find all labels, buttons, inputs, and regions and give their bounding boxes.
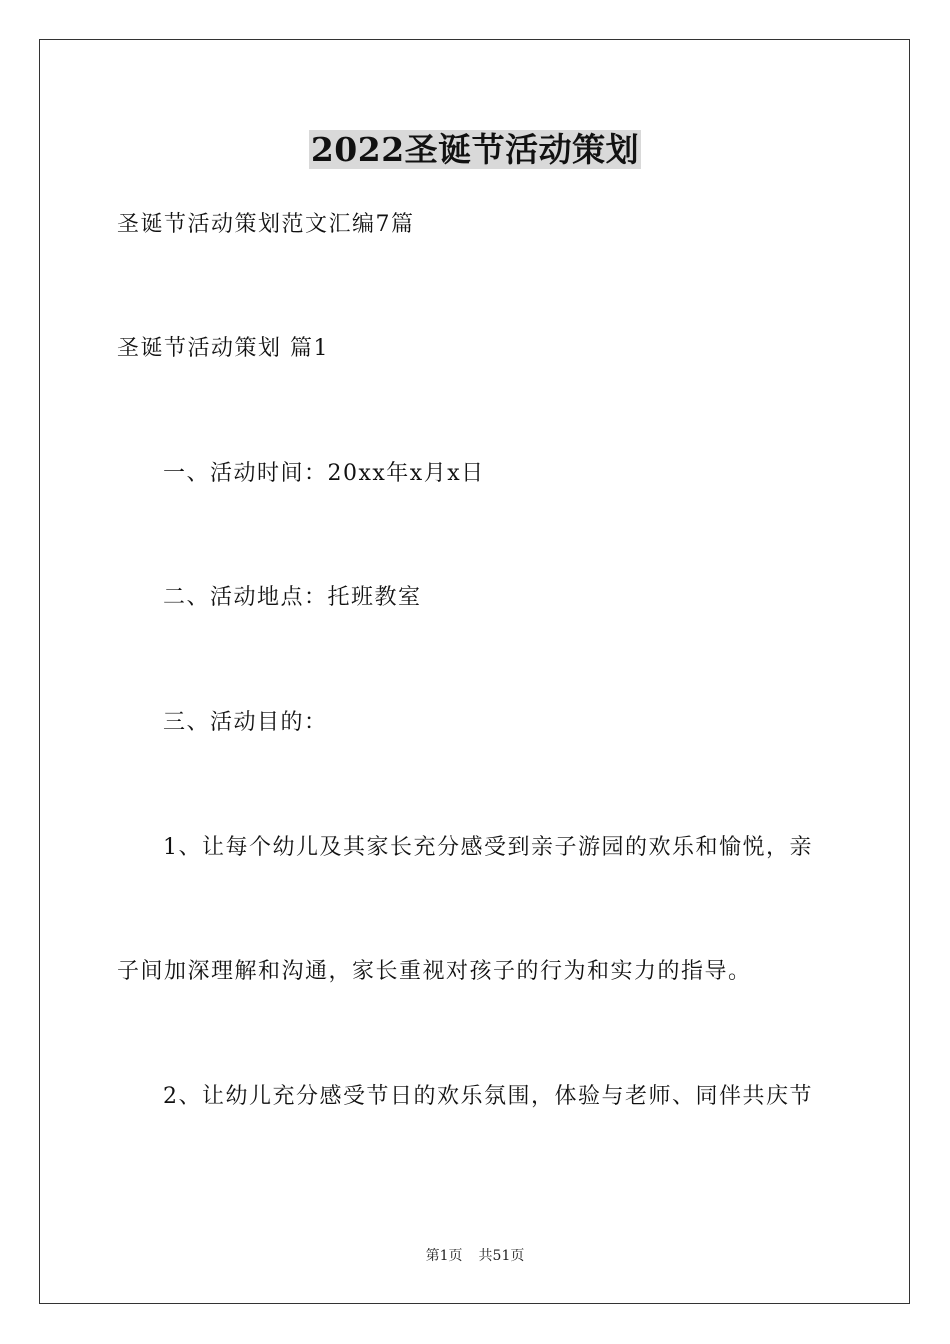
paragraph-purpose-1-line-1: 1、让每个幼儿及其家长充分感受到亲子游园的欢乐和愉悦，亲 xyxy=(163,835,813,860)
paragraph-purpose-1-line-2: 子间加深理解和沟通，家长重视对孩子的行为和实力的指导。 xyxy=(117,959,752,984)
document-subtitle: 圣诞节活动策划范文汇编7篇 xyxy=(117,212,415,237)
page-number: 第1页 xyxy=(425,1248,463,1264)
page-footer xyxy=(0,1246,950,1266)
paragraph-purpose-2-line-1: 2、让幼儿充分感受节日的欢乐氛围，体验与老师、同伴共庆节 xyxy=(163,1084,813,1109)
paragraph-activity-purpose-heading: 三、活动目的： xyxy=(163,710,328,735)
paragraph-activity-location: 二、活动地点：托班教室 xyxy=(163,585,422,610)
paragraph-activity-time: 一、活动时间：20xx年x月x日 xyxy=(163,461,485,486)
page-total: 共51页 xyxy=(478,1248,525,1264)
document-title xyxy=(0,128,950,172)
document-title-text: 2022圣诞节活动策划 xyxy=(310,130,640,169)
section-heading: 圣诞节活动策划 篇1 xyxy=(117,336,329,361)
